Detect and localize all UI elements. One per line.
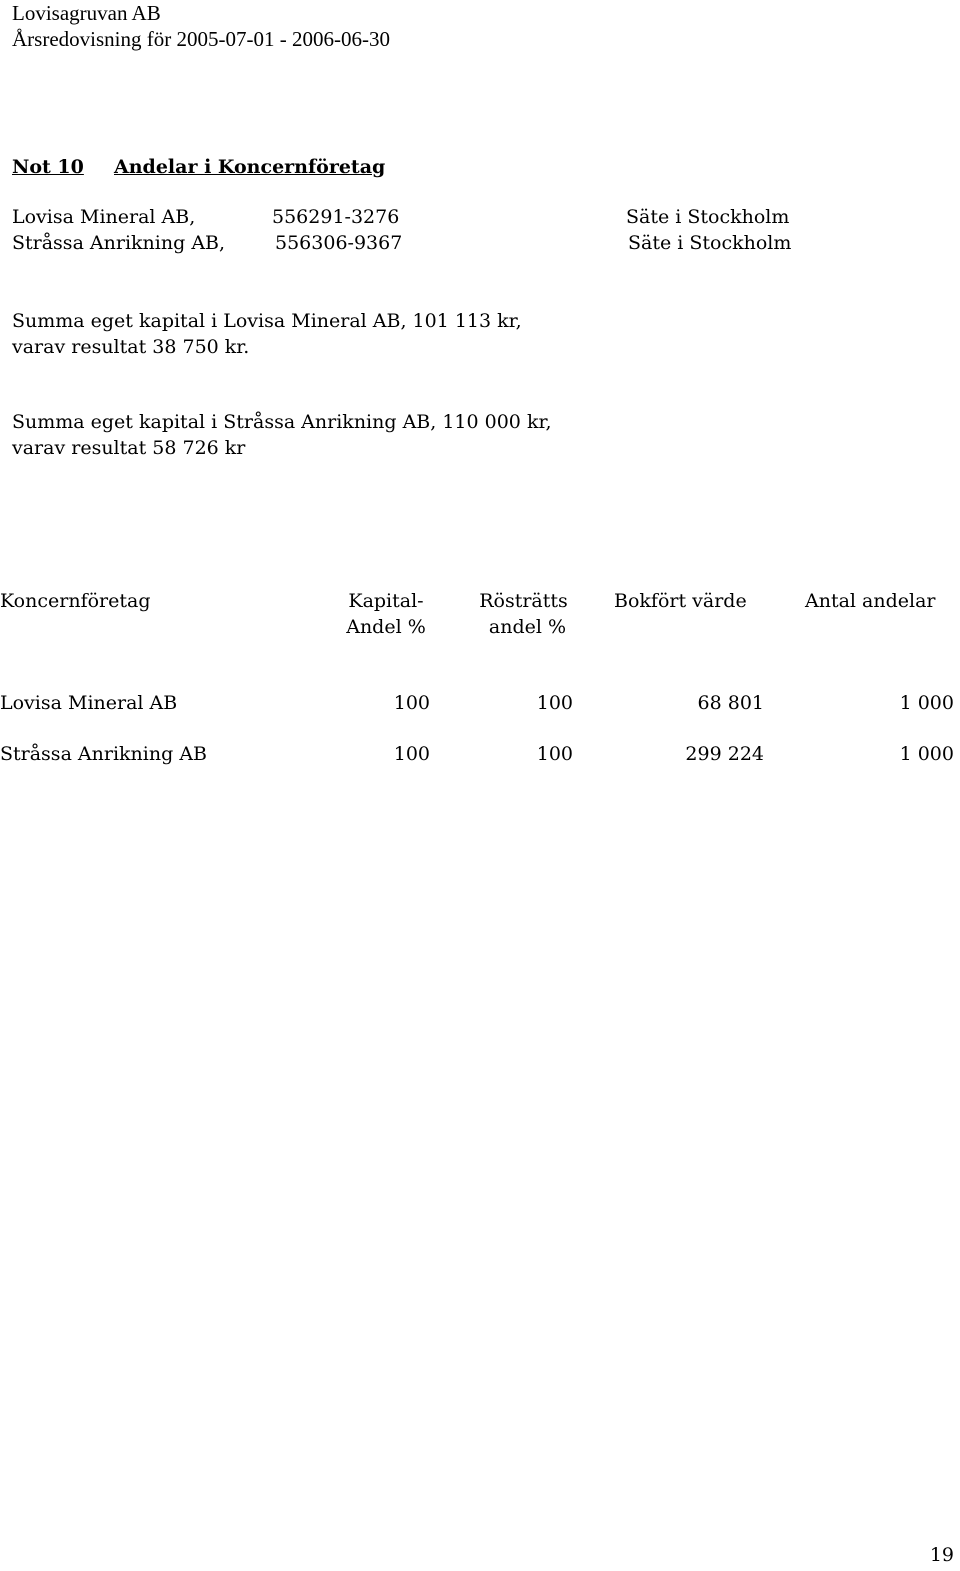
col-header-antal: Antal andelar <box>805 590 936 612</box>
note-number: Not 10 <box>12 156 84 178</box>
col-header-kapital-2: Andel % <box>346 616 426 638</box>
company-1-seat: Säte i Stockholm <box>626 206 790 228</box>
company-2-seat: Säte i Stockholm <box>628 232 792 254</box>
row-2-kapital: 100 <box>393 743 430 765</box>
row-2-company: Stråssa Anrikning AB <box>0 743 207 765</box>
page-number: 19 <box>929 1544 954 1566</box>
col-header-kapital-1: Kapital- <box>348 590 424 612</box>
equity-1-line-1: Summa eget kapital i Lovisa Mineral AB, 101 113 kr, <box>12 310 522 332</box>
row-1-kapital: 100 <box>393 692 430 714</box>
note-title: Andelar i Koncernföretag <box>114 156 386 178</box>
row-2-bokfort: 299 224 <box>685 743 764 765</box>
row-2-antal: 1 000 <box>899 743 954 765</box>
company-2-name: Stråssa Anrikning AB, <box>12 232 226 254</box>
company-header: Lovisagruvan AB <box>12 1 161 25</box>
col-header-bokfort: Bokfört värde <box>614 590 747 612</box>
row-1-rost: 100 <box>536 692 573 714</box>
equity-2-line-1: Summa eget kapital i Stråssa Anrikning AB, 110 000 kr, <box>12 411 552 433</box>
equity-1-line-2: varav resultat 38 750 kr. <box>12 336 250 358</box>
row-1-company: Lovisa Mineral AB <box>0 692 178 714</box>
col-header-rost-1: Rösträtts <box>479 590 568 612</box>
company-2-org-nr: 556306-9367 <box>275 232 403 254</box>
row-2-rost: 100 <box>536 743 573 765</box>
col-header-rost-2: andel % <box>488 616 567 638</box>
equity-2-line-2: varav resultat 58 726 kr <box>12 437 246 459</box>
row-1-bokfort: 68 801 <box>697 692 764 714</box>
row-1-antal: 1 000 <box>899 692 954 714</box>
company-1-name: Lovisa Mineral AB, <box>12 206 196 228</box>
period-header: Årsredovisning för 2005-07-01 - 2006-06-30 <box>12 27 390 51</box>
col-header-company: Koncernföretag <box>0 590 151 612</box>
company-1-org-nr: 556291-3276 <box>272 206 400 228</box>
